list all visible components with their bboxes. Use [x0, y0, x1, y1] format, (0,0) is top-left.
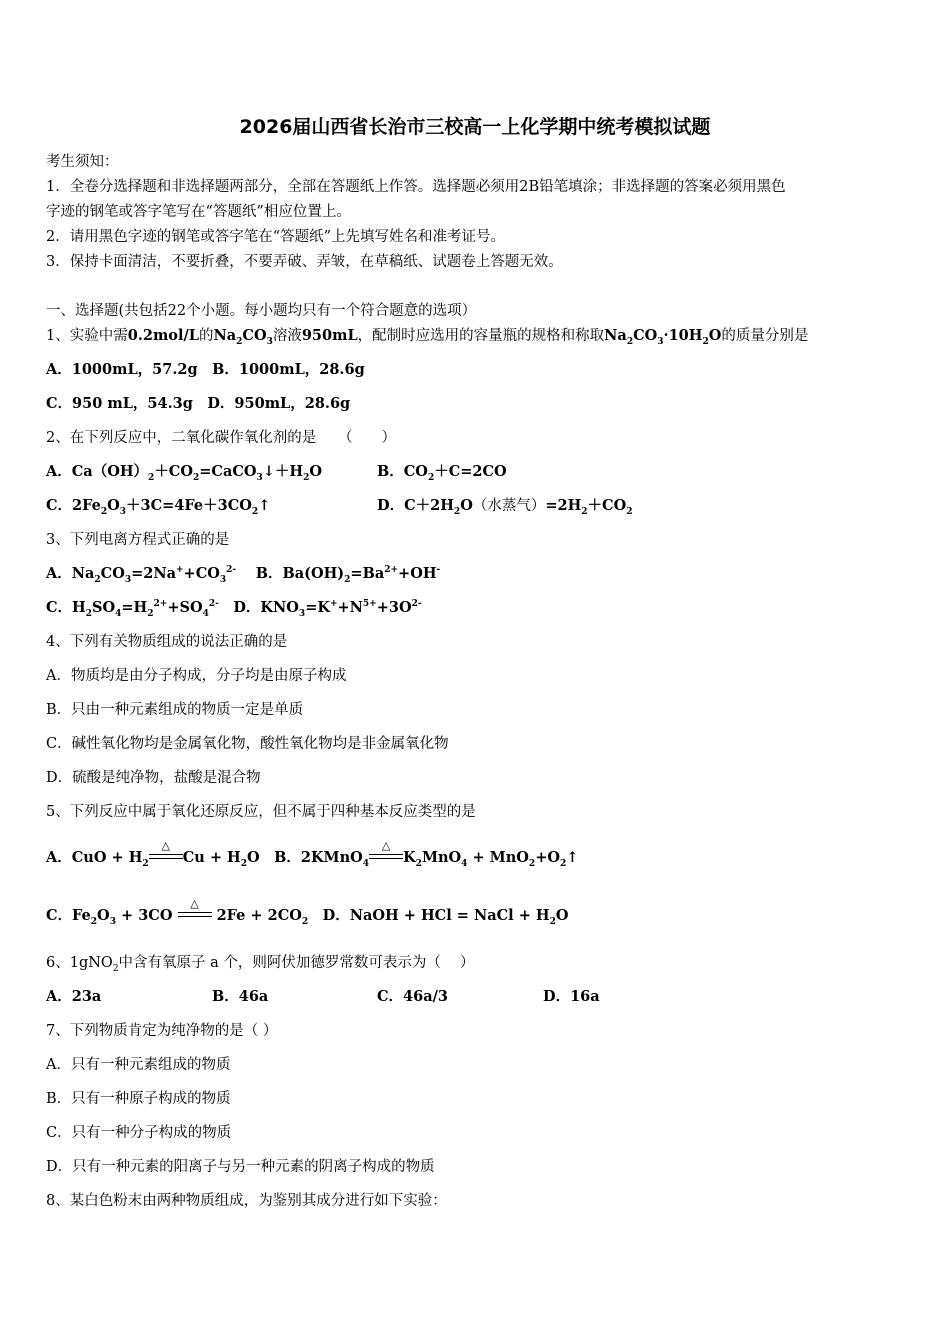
heat-arrow: △: [178, 908, 212, 924]
heat-arrow: △: [369, 850, 403, 866]
option-b: B．1000mL，28.6g: [212, 361, 365, 378]
question-3-options-ab: A．$Na_2CO_3=2Na^++CO_3^{2-}$ B．$Ba(OH)_2=Ba^{2+}+OH^-$: [46, 565, 441, 585]
question-2-stem: 2、在下列反应中，二氧化碳作氧化剂的是 （ ）: [46, 430, 396, 446]
question-7-stem: 7、下列物质肯定为纯净物的是（ ）: [46, 1023, 278, 1039]
question-6-option-a: A．23a: [46, 988, 102, 1005]
question-4-option-c: C．碱性氧化物均是金属氧化物，酸性氧化物均是非金属氧化物: [46, 736, 449, 752]
notice-item: 2．请用黑色字迹的钢笔或答字笔在“答题纸”上先填写姓名和准考证号。: [46, 229, 506, 245]
option-a: A．1000mL，57.2g: [46, 361, 198, 378]
notice-item: 字迹的钢笔或答字笔写在“答题纸”相应位置上。: [46, 204, 351, 220]
notice-item: 3．保持卡面清洁，不要折叠，不要弄破、弄皱，在草稿纸、试题卷上答题无效。: [46, 254, 563, 270]
question-1-options-ab: [46, 360, 365, 380]
option-d: D．950mL，28.6g: [207, 395, 351, 412]
question-2-option-b: B．$CO_2+C=2CO$: [377, 463, 507, 483]
question-7-option-d: D．只有一种元素的阳离子与另一种元素的阴离子构成的物质: [46, 1159, 435, 1175]
question-4-option-b: B．只由一种元素组成的物质一定是单质: [46, 702, 304, 718]
question-7-option-c: C．只有一种分子构成的物质: [46, 1125, 232, 1141]
question-3-stem: 3、下列电离方程式正确的是: [46, 532, 230, 548]
question-4-option-d: D．硫酸是纯净物，盐酸是混合物: [46, 770, 261, 786]
question-5-options-ab: A．CuO + $H_2$ △ $Cu + H_2O$ B．2KMnO$_4$ △ $K_2MnO_4$ + $MnO_2+O_2↑$: [46, 839, 579, 869]
question-6-stem: 6、1gNO$_2$中含有氧原子 a 个，则阿伏加德罗常数可表示为（ ）: [46, 955, 475, 974]
question-5-options-cd: C．$Fe_2O_3 + 3CO$ △ $2Fe + 2CO_2$ D．NaOH + HCl = NaCl + $H_2O$: [46, 897, 569, 927]
question-4-stem: 4、下列有关物质组成的说法正确的是: [46, 634, 288, 650]
question-6-option-d: D．16a: [543, 988, 600, 1005]
option-c: C．950 mL，54.3g: [46, 395, 193, 412]
question-4-option-a: A．物质均是由分子构成，分子均是由原子构成: [46, 668, 347, 684]
heat-arrow: △: [149, 850, 183, 866]
notice-heading: 考生须知：: [46, 154, 119, 170]
question-5-stem: 5、下列反应中属于氧化还原反应，但不属于四种基本反应类型的是: [46, 804, 476, 820]
question-6-option-c: C．46a/3: [377, 988, 448, 1005]
question-7-option-a: A．只有一种元素组成的物质: [46, 1057, 231, 1073]
section-heading: 一、选择题(共包括22个小题。每小题均只有一个符合题意的选项）: [46, 303, 477, 319]
question-2-option-c: C．$2Fe_2O_3+3C=4Fe+3CO_2↑$: [46, 497, 271, 517]
question-8-stem: 8、某白色粉末由两种物质组成，为鉴别其成分进行如下实验：: [46, 1193, 447, 1209]
question-2-option-a: A．$Ca(OH)_2+CO_2=CaCO_3↓+H_2O$: [46, 463, 323, 483]
page-title: 2026届山西省长治市三校高一上化学期中统考模拟试题: [239, 116, 711, 138]
question-7-option-b: B．只有一种原子构成的物质: [46, 1091, 231, 1107]
question-3-options-cd: C．$H_2SO_4=H_2^{2+}+SO_4^{2-}$ D．$KNO_3=K^++N^{5+}+3O^{2-}$: [46, 599, 422, 619]
question-1-stem: 1、实验中需0.2mol/L的$Na_2CO_3$溶液950mL，配制时应选用的容量瓶的规格和称取$Na_2CO_3\cdot 10H_2O$的质量分别是: [46, 327, 809, 347]
notice-item: 1．全卷分选择题和非选择题两部分，全部在答题纸上作答。选择题必须用2B铅笔填涂；非选择题的答案必须用黑色: [46, 179, 786, 195]
question-6-option-b: B．46a: [212, 988, 269, 1005]
question-2-option-d: D．$C+2H_2O$（水蒸气）$=2H_2+CO_2$: [377, 497, 633, 517]
question-1-options-cd: [46, 394, 350, 414]
